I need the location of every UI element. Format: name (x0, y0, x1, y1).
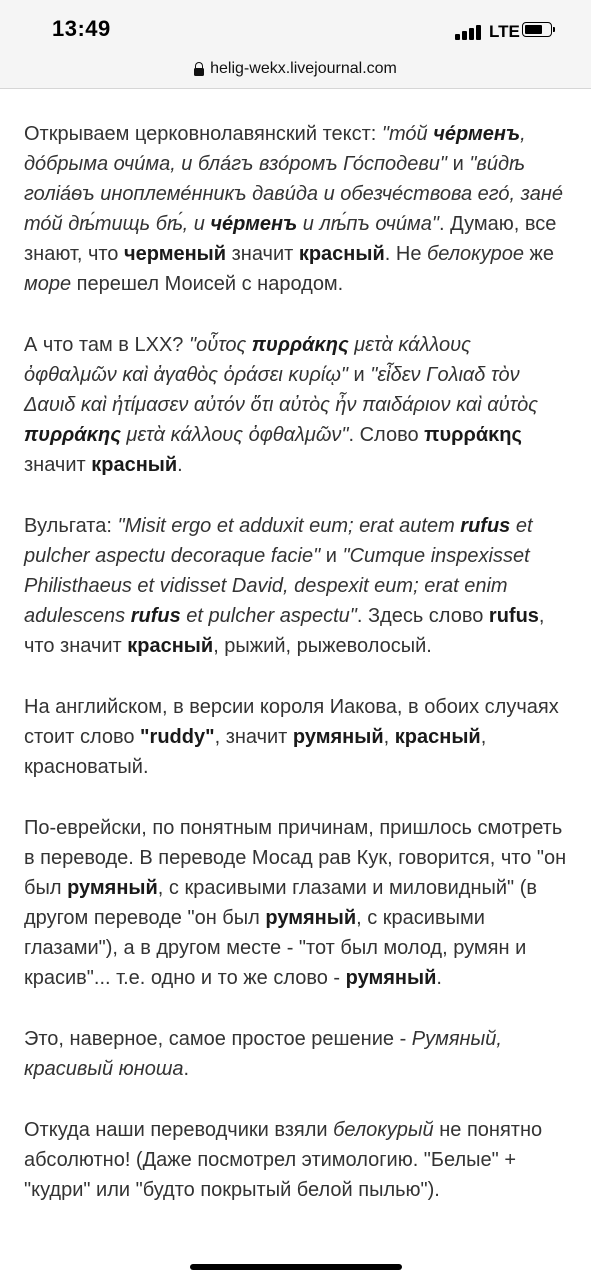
text-run-emphasis: румяный (345, 967, 437, 989)
text-run-emphasis: "Misit ergo et adduxit eum; erat autem (117, 515, 461, 537)
text-run: не понятно абсолютно! (Даже посмотрел этимологию. "Белые" + "кудри" или "будто покрытый белой пылью"). (24, 1119, 543, 1201)
text-run: , с красивыми глазами и миловидный" (в другом переводе "он был (24, 877, 537, 929)
battery-level (525, 25, 542, 34)
text-run: . (436, 967, 442, 989)
address-bar[interactable] (0, 50, 591, 89)
text-run-emphasis: море (24, 273, 72, 295)
text-run: значит (24, 454, 92, 476)
text-run-emphasis: "то́й (381, 123, 434, 145)
text-run: , рыжий, рыжеволосый. (213, 635, 432, 657)
text-run: . Здесь слово (356, 605, 489, 627)
text-run: , значит (214, 726, 293, 748)
network-type: LTE (489, 22, 520, 41)
text-run-emphasis: "οὗτος (188, 334, 252, 356)
text-run-emphasis: rufus (130, 605, 181, 627)
text-run: значит (226, 243, 299, 265)
text-run: Вульгата: (24, 515, 118, 537)
home-indicator[interactable] (190, 1264, 402, 1270)
text-run: . (177, 454, 183, 476)
paragraph-english (24, 692, 567, 782)
text-run-emphasis: румяный (67, 877, 158, 899)
text-run-emphasis: и лѣ́пъ очи́ма" (297, 213, 439, 235)
paragraph-hebrew (24, 813, 567, 993)
paragraph-church-slavonic (24, 119, 567, 299)
text-run-emphasis: πυρράκης (24, 424, 121, 446)
text-run: По-еврейски, по понятным причинам, пришлось смотреть в переводе. В переводе Мосад рав Кук, говорится, что "он был (24, 817, 567, 899)
lock-icon (194, 62, 204, 76)
status-bar (0, 0, 591, 50)
text-run-emphasis: πυρράκης (424, 424, 522, 446)
text-run: же (523, 243, 555, 265)
text-run: . Не (384, 243, 428, 265)
text-run: Это, наверное, самое простое решение - (24, 1028, 412, 1050)
text-run-emphasis: румяный (292, 726, 384, 748)
text-run-emphasis: черменый (124, 243, 227, 265)
text-run-emphasis: et pulcher aspectu decoraque facie" (24, 515, 533, 567)
text-run: Открываем церковнолавянский текст: (24, 123, 382, 145)
paragraph-lxx (24, 330, 567, 480)
text-run-emphasis: "εἶδεν Γολιαδ τὸν Δαυιδ καὶ ἠτίμασεν αὐτόν ὅτι αὐτὸς ἦν παιδάριον καὶ αὐτὸς (24, 364, 538, 416)
text-run: А что там в LXX? (24, 334, 189, 356)
text-run-emphasis: μετὰ κάλλους ὀφθαλμῶν" (120, 424, 349, 446)
text-run-emphasis: et pulcher aspectu" (180, 605, 357, 627)
text-run-emphasis: μετὰ κάλλους ὀφθαλμῶν καὶ ἀγαθὸς ὁράσει κυρίῳ" (24, 334, 471, 386)
battery-cap (553, 27, 555, 32)
url-domain: helig-wekx.livejournal.com (210, 60, 397, 77)
text-run: На английском, в версии короля Иакова, в обоих случаях стоит слово (24, 696, 559, 748)
text-run-emphasis: rufus (460, 515, 511, 537)
text-run-emphasis: белокурое (427, 243, 524, 265)
text-run-emphasis: че́рменъ (433, 123, 521, 145)
text-run-emphasis: "Cumque inspexisset Philisthaeus et vidisset David, despexit eum; erat enim adulescens (24, 545, 530, 627)
text-run-emphasis: красный (298, 243, 385, 265)
text-run: . Слово (348, 424, 425, 446)
text-run-emphasis: , до́брыма очи́ма, и бла́гъ взо́ромъ Го́сподеви" (24, 123, 526, 175)
text-run: . Думаю, все знают, что (24, 213, 557, 265)
text-run-emphasis: "ruddy" (140, 726, 215, 748)
text-run: перешел Моисей с народом. (71, 273, 344, 295)
text-run: , (383, 726, 395, 748)
battery-icon (522, 22, 552, 37)
paragraph-vulgate (24, 511, 567, 661)
text-run-emphasis: πυρράκης (251, 334, 349, 356)
paragraph-solution (24, 1024, 567, 1084)
text-run-emphasis: красный (127, 635, 214, 657)
text-run: Откуда наши переводчики взяли (24, 1119, 334, 1141)
text-run: , красноватый. (24, 726, 487, 778)
paragraph-conclusion (24, 1115, 567, 1205)
text-run-emphasis: Румяный, красивый юноша (24, 1028, 502, 1080)
text-run: и (348, 364, 371, 386)
text-run-emphasis: rufus (488, 605, 539, 627)
text-run-emphasis: че́рменъ (210, 213, 298, 235)
text-run: и (320, 545, 343, 567)
text-run-emphasis: красный (394, 726, 481, 748)
text-run: . (183, 1058, 190, 1080)
text-run-emphasis: румяный (265, 907, 357, 929)
cellular-signal-icon (455, 24, 485, 40)
text-run: , с красивыми глазами"), а в другом месте - "тот был молод, румян и красив"... т.е. одно и то же слово - (24, 907, 527, 989)
text-run: и (447, 153, 470, 175)
article-body (0, 88, 591, 1236)
text-run-emphasis: красный (91, 454, 178, 476)
text-run-emphasis: "ви́дѣ голiа́ѳъ иноплеме́нникъ дави́да и обезче́ствова его́, зане́ то́й дѣ́тищь бѣ́, и (24, 153, 563, 235)
text-run: , что значит (24, 605, 545, 657)
status-time: 13:49 (52, 16, 111, 41)
text-run-emphasis: белокурый (333, 1119, 434, 1141)
